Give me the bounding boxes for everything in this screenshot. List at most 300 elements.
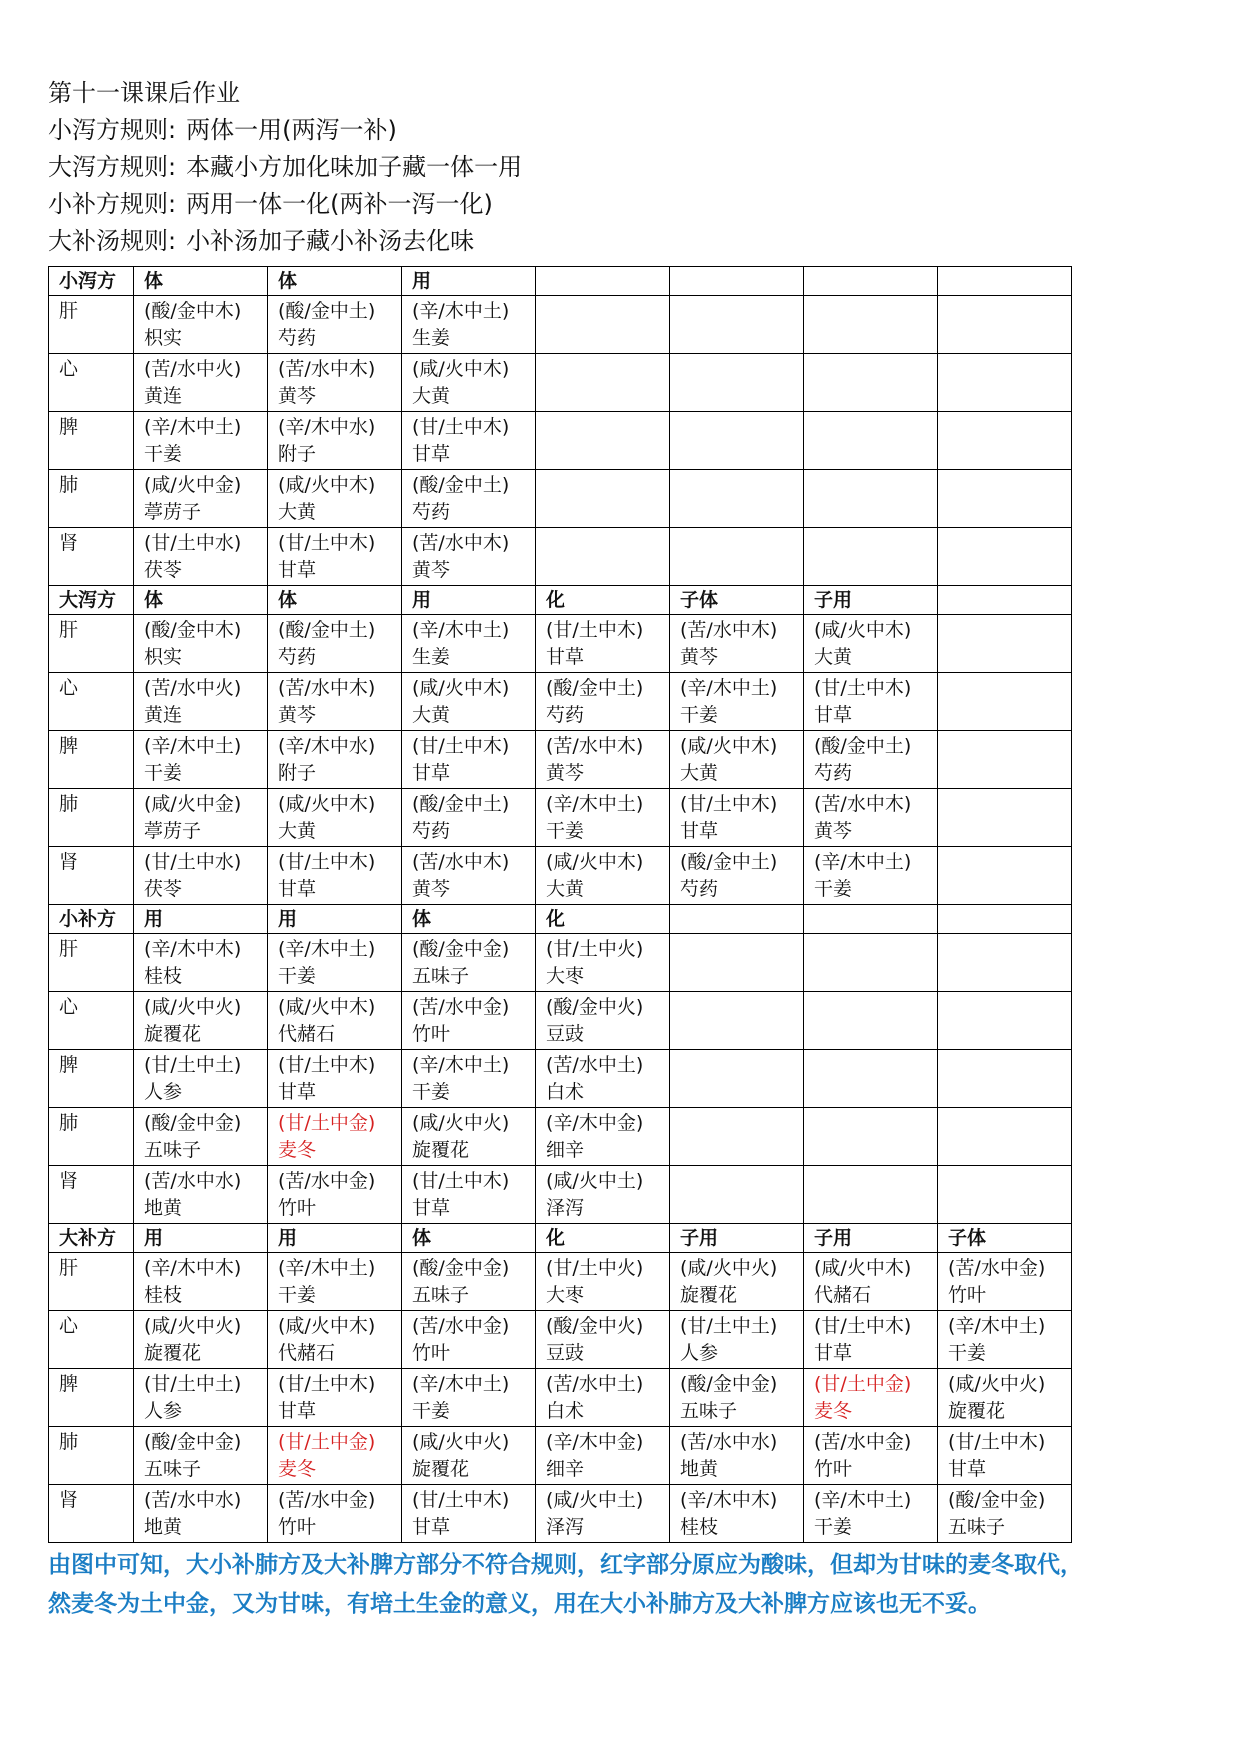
herb-name: 甘草 <box>412 762 451 784</box>
column-header: 子体 <box>670 586 804 615</box>
herb-property: (辛/木中土) <box>144 735 242 757</box>
herb-cell <box>804 1050 938 1108</box>
herb-property: (苦/水中火) <box>144 677 242 699</box>
column-header: 子用 <box>804 586 938 615</box>
herb-cell <box>938 470 1072 528</box>
herb-name: 甘草 <box>546 646 585 668</box>
herb-property: (甘/土中木) <box>948 1431 1046 1453</box>
herb-property: (辛/木中木) <box>680 1489 778 1511</box>
table-row <box>49 615 1072 673</box>
herb-cell <box>268 1253 402 1311</box>
herb-cell <box>938 1485 1072 1543</box>
herb-name: 竹叶 <box>278 1516 317 1538</box>
herb-name: 豆豉 <box>546 1023 585 1045</box>
herb-property: (甘/土中木) <box>278 532 376 554</box>
herb-name: 甘草 <box>680 820 719 842</box>
herb-name: 甘草 <box>278 878 317 900</box>
herb-cell <box>134 731 268 789</box>
herb-cell <box>402 1108 536 1166</box>
herb-cell <box>804 992 938 1050</box>
herb-name: 甘草 <box>814 1342 853 1364</box>
herb-name: 旋覆花 <box>948 1400 1006 1422</box>
herb-property: (甘/土中木) <box>278 1373 376 1395</box>
table-row <box>49 354 1072 412</box>
herb-cell <box>938 1108 1072 1166</box>
organ-label: 心 <box>49 354 134 412</box>
herb-cell <box>268 1369 402 1427</box>
herb-property: (咸/火中火) <box>144 1315 242 1337</box>
herb-property: (甘/土中木) <box>680 793 778 815</box>
herb-property: (咸/火中木) <box>412 358 510 380</box>
herb-property: (甘/土中水) <box>144 851 242 873</box>
herb-cell <box>402 934 536 992</box>
herb-cell <box>938 847 1072 905</box>
herb-cell <box>268 789 402 847</box>
herb-name: 甘草 <box>278 1400 317 1422</box>
organ-label: 肺 <box>49 1427 134 1485</box>
herb-name: 甘草 <box>412 1516 451 1538</box>
herb-property: (甘/土中木) <box>412 1489 510 1511</box>
herb-name: 干姜 <box>546 820 585 842</box>
herb-cell <box>402 615 536 673</box>
column-header <box>670 267 804 296</box>
herb-cell <box>670 1108 804 1166</box>
herb-cell <box>938 1050 1072 1108</box>
herb-name: 干姜 <box>144 762 183 784</box>
herb-cell <box>938 1369 1072 1427</box>
column-header: 化 <box>536 905 670 934</box>
herb-property: (酸/金中金) <box>412 1257 510 1279</box>
herb-property: (苦/水中金) <box>412 996 510 1018</box>
herb-cell <box>938 528 1072 586</box>
herb-property: (甘/土中木) <box>278 1054 376 1076</box>
rule-small-purge <box>48 113 397 147</box>
herb-cell <box>670 992 804 1050</box>
herb-name: 大黄 <box>814 646 853 668</box>
herb-name: 茯苓 <box>144 878 183 900</box>
table-row <box>49 1108 1072 1166</box>
herb-property: (苦/水中水) <box>144 1489 242 1511</box>
herb-cell <box>536 1427 670 1485</box>
herb-cell <box>938 412 1072 470</box>
herb-property: (辛/木中木) <box>144 938 242 960</box>
herb-cell <box>268 470 402 528</box>
section-name: 小补方 <box>49 905 134 934</box>
rule-text: 本藏小方加化味加子藏一体一用 <box>186 153 523 181</box>
herb-name: 五味子 <box>412 965 470 987</box>
herb-cell <box>134 296 268 354</box>
herb-property: (苦/水中火) <box>144 358 242 380</box>
herb-property: (甘/土中木) <box>412 416 510 438</box>
herb-name: 大黄 <box>278 820 317 842</box>
herb-cell <box>670 296 804 354</box>
herb-name: 五味子 <box>948 1516 1006 1538</box>
herb-property: (酸/金中木) <box>144 619 242 641</box>
herb-name: 芍药 <box>680 878 719 900</box>
organ-label: 肺 <box>49 1108 134 1166</box>
column-header: 体 <box>134 267 268 296</box>
herb-cell <box>670 847 804 905</box>
herb-cell <box>268 354 402 412</box>
herb-property: (甘/土中木) <box>278 851 376 873</box>
herb-property: (咸/火中土) <box>546 1170 644 1192</box>
column-header: 体 <box>268 586 402 615</box>
herb-name: 竹叶 <box>412 1023 451 1045</box>
column-header: 用 <box>268 905 402 934</box>
herb-cell <box>134 1311 268 1369</box>
herb-property: (辛/木中金) <box>546 1112 644 1134</box>
herb-cell <box>670 1369 804 1427</box>
herb-cell <box>268 992 402 1050</box>
table-row <box>49 847 1072 905</box>
formula-table <box>48 266 1072 1543</box>
herb-name: 代赭石 <box>278 1342 336 1364</box>
herb-name: 干姜 <box>278 1284 317 1306</box>
rule-large-purge <box>48 150 522 184</box>
herb-name: 芍药 <box>412 820 451 842</box>
herb-cell <box>134 1166 268 1224</box>
herb-name: 芍药 <box>278 327 317 349</box>
herb-property: (苦/水中水) <box>144 1170 242 1192</box>
herb-cell <box>670 1485 804 1543</box>
herb-cell <box>804 1369 938 1427</box>
organ-label: 脾 <box>49 1050 134 1108</box>
herb-property: (酸/金中金) <box>948 1489 1046 1511</box>
herb-name: 茯苓 <box>144 559 183 581</box>
herb-name: 麦冬 <box>278 1458 317 1480</box>
herb-property: (苦/水中木) <box>814 793 912 815</box>
table-row <box>49 1369 1072 1427</box>
herb-property: (苦/水中金) <box>278 1489 376 1511</box>
column-header: 子用 <box>804 1224 938 1253</box>
herb-cell <box>134 1369 268 1427</box>
rule-text: 小补汤加子藏小补汤去化味 <box>186 227 475 255</box>
herb-name: 干姜 <box>278 965 317 987</box>
herb-name: 黄连 <box>144 385 183 407</box>
herb-cell <box>804 731 938 789</box>
herb-cell <box>402 789 536 847</box>
herb-name: 干姜 <box>948 1342 987 1364</box>
herb-name: 地黄 <box>144 1197 183 1219</box>
herb-cell <box>402 412 536 470</box>
herb-cell <box>804 1253 938 1311</box>
herb-name: 大黄 <box>278 501 317 523</box>
herb-property: (咸/火中火) <box>412 1112 510 1134</box>
herb-name: 桂枝 <box>680 1516 719 1538</box>
column-header: 用 <box>268 1224 402 1253</box>
herb-property: (甘/土中火) <box>546 1257 644 1279</box>
herb-cell <box>804 412 938 470</box>
herb-cell <box>804 296 938 354</box>
herb-property: (甘/土中土) <box>144 1373 242 1395</box>
section-header-row <box>49 267 1072 296</box>
organ-label: 肾 <box>49 847 134 905</box>
herb-property: (酸/金中土) <box>680 851 778 873</box>
herb-name: 泽泻 <box>546 1197 585 1219</box>
herb-property: (甘/土中木) <box>412 1170 510 1192</box>
herb-name: 代赭石 <box>814 1284 872 1306</box>
herb-property: (咸/火中木) <box>412 677 510 699</box>
herb-cell <box>804 354 938 412</box>
herb-property: (咸/火中火) <box>948 1373 1046 1395</box>
herb-name: 白术 <box>546 1081 585 1103</box>
section-name: 大泻方 <box>49 586 134 615</box>
herb-cell <box>938 934 1072 992</box>
herb-name: 人参 <box>680 1342 719 1364</box>
herb-cell <box>268 1485 402 1543</box>
herb-cell <box>670 1253 804 1311</box>
herb-property: (甘/土中木) <box>546 619 644 641</box>
column-header <box>938 267 1072 296</box>
organ-label: 肝 <box>49 1253 134 1311</box>
herb-name: 泽泻 <box>546 1516 585 1538</box>
herb-property: (苦/水中金) <box>948 1257 1046 1279</box>
herb-property: (甘/土中木) <box>814 677 912 699</box>
herb-property: (辛/木中水) <box>278 735 376 757</box>
herb-cell <box>536 673 670 731</box>
herb-name: 黄芩 <box>546 762 585 784</box>
herb-cell <box>268 731 402 789</box>
herb-name: 黄芩 <box>412 559 451 581</box>
herb-name: 竹叶 <box>948 1284 987 1306</box>
herb-name: 大黄 <box>680 762 719 784</box>
herb-cell <box>670 673 804 731</box>
herb-name: 五味子 <box>412 1284 470 1306</box>
herb-cell <box>268 296 402 354</box>
herb-cell <box>670 1427 804 1485</box>
column-header: 用 <box>134 905 268 934</box>
herb-name: 大黄 <box>412 704 451 726</box>
herb-name: 葶苈子 <box>144 501 202 523</box>
herb-property: (酸/金中火) <box>546 1315 644 1337</box>
herb-name: 竹叶 <box>412 1342 451 1364</box>
herb-property: (苦/水中木) <box>680 619 778 641</box>
herb-cell <box>804 847 938 905</box>
herb-property: (辛/木中土) <box>412 619 510 641</box>
herb-name: 代赭石 <box>278 1023 336 1045</box>
herb-property: (苦/水中金) <box>412 1315 510 1337</box>
herb-name: 黄芩 <box>814 820 853 842</box>
herb-property: (咸/火中火) <box>144 996 242 1018</box>
herb-cell <box>134 412 268 470</box>
herb-name: 生姜 <box>412 646 451 668</box>
herb-cell <box>402 673 536 731</box>
herb-name: 细辛 <box>546 1139 585 1161</box>
column-header <box>938 586 1072 615</box>
herb-cell <box>670 1050 804 1108</box>
rule-large-tonify <box>48 224 474 258</box>
herb-name: 干姜 <box>412 1081 451 1103</box>
herb-cell <box>804 1108 938 1166</box>
herb-name: 桂枝 <box>144 965 183 987</box>
herb-property: (甘/土中金) <box>278 1112 376 1134</box>
herb-name: 芍药 <box>546 704 585 726</box>
column-header: 用 <box>402 267 536 296</box>
organ-label: 肝 <box>49 296 134 354</box>
herb-cell <box>536 296 670 354</box>
herb-property: (苦/水中金) <box>814 1431 912 1453</box>
herb-cell <box>268 934 402 992</box>
herb-cell <box>938 731 1072 789</box>
organ-label: 肾 <box>49 1166 134 1224</box>
herb-property: (甘/土中土) <box>680 1315 778 1337</box>
herb-name: 人参 <box>144 1400 183 1422</box>
herb-property: (甘/土中火) <box>546 938 644 960</box>
column-header: 子体 <box>938 1224 1072 1253</box>
herb-cell <box>134 934 268 992</box>
herb-cell <box>402 296 536 354</box>
herb-cell <box>804 528 938 586</box>
column-header <box>670 905 804 934</box>
herb-cell <box>268 847 402 905</box>
herb-cell <box>536 1369 670 1427</box>
herb-name: 枳实 <box>144 327 183 349</box>
herb-property: (苦/水中水) <box>680 1431 778 1453</box>
herb-property: (苦/水中土) <box>546 1054 644 1076</box>
herb-cell <box>804 1427 938 1485</box>
herb-property: (辛/木中土) <box>412 300 510 322</box>
herb-cell <box>536 992 670 1050</box>
herb-property: (咸/火中金) <box>144 793 242 815</box>
table-row <box>49 731 1072 789</box>
herb-name: 五味子 <box>144 1139 202 1161</box>
column-header <box>536 267 670 296</box>
organ-label: 心 <box>49 1311 134 1369</box>
herb-cell <box>134 1485 268 1543</box>
herb-property: (酸/金中金) <box>144 1431 242 1453</box>
table-row <box>49 934 1072 992</box>
herb-name: 干姜 <box>412 1400 451 1422</box>
column-header <box>938 905 1072 934</box>
herb-name: 附子 <box>278 762 317 784</box>
herb-cell <box>268 615 402 673</box>
herb-cell <box>268 1427 402 1485</box>
herb-property: (苦/水中金) <box>278 1170 376 1192</box>
herb-name: 黄连 <box>144 704 183 726</box>
table-row <box>49 412 1072 470</box>
column-header: 体 <box>402 1224 536 1253</box>
herb-name: 细辛 <box>546 1458 585 1480</box>
herb-cell <box>938 1253 1072 1311</box>
herb-name: 麦冬 <box>814 1400 853 1422</box>
herb-cell <box>134 528 268 586</box>
herb-name: 枳实 <box>144 646 183 668</box>
herb-cell <box>804 1166 938 1224</box>
herb-name: 竹叶 <box>814 1458 853 1480</box>
herb-cell <box>134 847 268 905</box>
column-header: 化 <box>536 1224 670 1253</box>
herb-cell <box>804 615 938 673</box>
herb-name: 甘草 <box>814 704 853 726</box>
herb-property: (甘/土中木) <box>412 735 510 757</box>
herb-cell <box>670 470 804 528</box>
herb-cell <box>536 1050 670 1108</box>
section-header-row <box>49 905 1072 934</box>
herb-name: 黄芩 <box>278 704 317 726</box>
herb-property: (辛/木中土) <box>948 1315 1046 1337</box>
herb-cell <box>402 470 536 528</box>
herb-cell <box>804 470 938 528</box>
herb-cell <box>670 789 804 847</box>
herb-cell <box>402 1369 536 1427</box>
herb-name: 白术 <box>546 1400 585 1422</box>
column-header <box>804 905 938 934</box>
herb-cell <box>268 673 402 731</box>
herb-name: 干姜 <box>814 1516 853 1538</box>
herb-cell <box>670 412 804 470</box>
herb-cell <box>938 296 1072 354</box>
table-row <box>49 1253 1072 1311</box>
herb-property: (辛/木中土) <box>144 416 242 438</box>
herb-property: (酸/金中土) <box>278 300 376 322</box>
herb-cell <box>134 1253 268 1311</box>
rule-small-tonify <box>48 187 493 221</box>
herb-cell <box>536 1253 670 1311</box>
herb-name: 甘草 <box>948 1458 987 1480</box>
herb-cell <box>804 673 938 731</box>
herb-property: (辛/木中土) <box>814 1489 912 1511</box>
herb-property: (咸/火中火) <box>412 1431 510 1453</box>
herb-cell <box>938 992 1072 1050</box>
herb-property: (苦/水中土) <box>546 1373 644 1395</box>
conclusion-note-line-1: 由图中可知，大小补肺方及大补脾方部分不符合规则，红字部分原应为酸味，但却为甘味的麦冬取代， <box>48 1552 1083 1578</box>
herb-cell <box>134 789 268 847</box>
herb-property: (甘/土中木) <box>814 1315 912 1337</box>
herb-name: 生姜 <box>412 327 451 349</box>
section-name: 小泻方 <box>49 267 134 296</box>
herb-name: 人参 <box>144 1081 183 1103</box>
herb-name: 五味子 <box>680 1400 738 1422</box>
herb-property: (辛/木中土) <box>814 851 912 873</box>
herb-name: 芍药 <box>278 646 317 668</box>
herb-property: (辛/木中木) <box>144 1257 242 1279</box>
organ-label: 脾 <box>49 1369 134 1427</box>
herb-cell <box>670 1166 804 1224</box>
herb-property: (酸/金中土) <box>814 735 912 757</box>
herb-cell <box>402 354 536 412</box>
herb-property: (辛/木中土) <box>412 1054 510 1076</box>
herb-property: (酸/金中火) <box>546 996 644 1018</box>
column-header: 体 <box>268 267 402 296</box>
herb-property: (咸/火中木) <box>814 619 912 641</box>
herb-cell <box>402 528 536 586</box>
organ-label: 肺 <box>49 789 134 847</box>
herb-cell <box>536 470 670 528</box>
herb-property: (酸/金中土) <box>412 474 510 496</box>
organ-label: 肝 <box>49 615 134 673</box>
herb-property: (辛/木中土) <box>546 793 644 815</box>
herb-cell <box>134 673 268 731</box>
herb-cell <box>536 1166 670 1224</box>
organ-label: 脾 <box>49 731 134 789</box>
rule-label: 大补汤规则: <box>48 227 177 255</box>
herb-name: 甘草 <box>278 559 317 581</box>
table-row <box>49 1485 1072 1543</box>
herb-name: 大枣 <box>546 1284 585 1306</box>
herb-cell <box>134 1108 268 1166</box>
table-row <box>49 470 1072 528</box>
herb-cell <box>402 1427 536 1485</box>
herb-cell <box>268 528 402 586</box>
herb-name: 大枣 <box>546 965 585 987</box>
herb-cell <box>536 789 670 847</box>
section-header-row <box>49 586 1072 615</box>
herb-cell <box>402 1050 536 1108</box>
conclusion-note-line-2: 然麦冬为土中金，又为甘味，有培土生金的意义，用在大小补肺方及大补脾方应该也无不妥。 <box>48 1591 991 1617</box>
herb-cell <box>402 1485 536 1543</box>
column-header: 子用 <box>670 1224 804 1253</box>
herb-cell <box>670 934 804 992</box>
